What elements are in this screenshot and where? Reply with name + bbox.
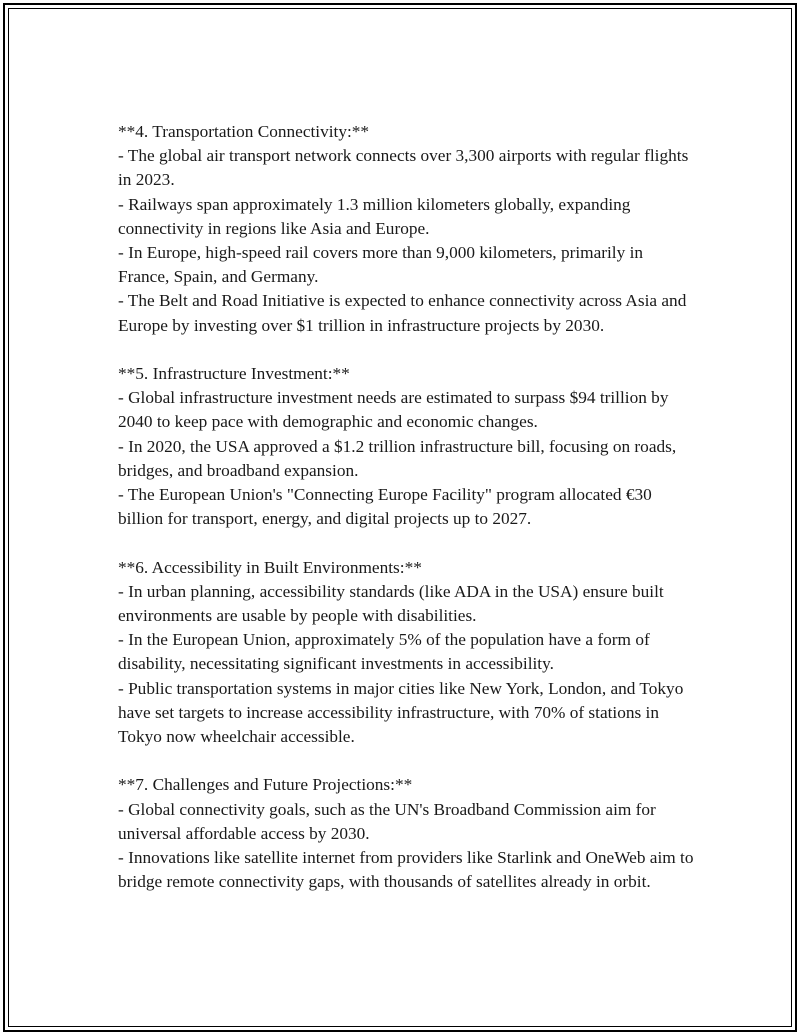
bullet-item: - In 2020, the USA approved a $1.2 trillion infrastructure bill, focusing on roads, bridges, and broadband expansion. (118, 436, 677, 480)
section-challenges-future-projections (118, 773, 698, 894)
section-heading: **6. Accessibility in Built Environments:** (118, 557, 422, 577)
bullet-item: - Innovations like satellite internet from providers like Starlink and OneWeb aim to bridge remote connectivity gaps, with thousands of satellites already in orbit. (118, 848, 694, 892)
bullet-item: - In the European Union, approximately 5% of the population have a form of disability, necessitating significant investments in accessibility. (118, 630, 650, 674)
bullet-item: - The global air transport network connects over 3,300 airports with regular flights in 2023. (118, 146, 689, 190)
section-heading: **7. Challenges and Future Projections:** (118, 775, 413, 795)
bullet-item: - The Belt and Road Initiative is expected to enhance connectivity across Asia and Europe by investing over $1 trillion in infrastructure projects by 2030. (118, 291, 687, 335)
bullet-item: - Public transportation systems in major cities like New York, London, and Tokyo have set targets to increase accessibility infrastructure, with 70% of stations in Tokyo now wheelchair accessible. (118, 678, 684, 747)
section-transportation-connectivity (118, 120, 698, 338)
section-heading: **4. Transportation Connectivity:** (118, 122, 370, 141)
bullet-item: - In urban planning, accessibility standards (like ADA in the USA) ensure built environments are usable by people with disabilities. (118, 581, 664, 626)
bullet-item: - In Europe, high-speed rail covers more than 9,000 kilometers, primarily in France, Spain, and Germany. (118, 243, 644, 287)
bullet-item: - Global connectivity goals, such as the UN's Broadband Commission aim for universal affordable access by 2030. (118, 799, 656, 843)
document-body (118, 120, 698, 894)
section-heading: **5. Infrastructure Investment:** (118, 364, 350, 384)
section-accessibility-built-environments (118, 556, 698, 750)
section-infrastructure-investment (118, 362, 698, 531)
bullet-item: - Railways span approximately 1.3 million kilometers globally, expanding connectivity in regions like Asia and Europe. (118, 194, 631, 238)
bullet-item: - The European Union's "Connecting Europe Facility" program allocated €30 billion for transport, energy, and digital projects up to 2027. (118, 485, 652, 529)
page-border (3, 3, 797, 1032)
bullet-item: - Global infrastructure investment needs are estimated to surpass $94 trillion by 2040 to keep pace with demographic and economic changes. (118, 388, 669, 432)
